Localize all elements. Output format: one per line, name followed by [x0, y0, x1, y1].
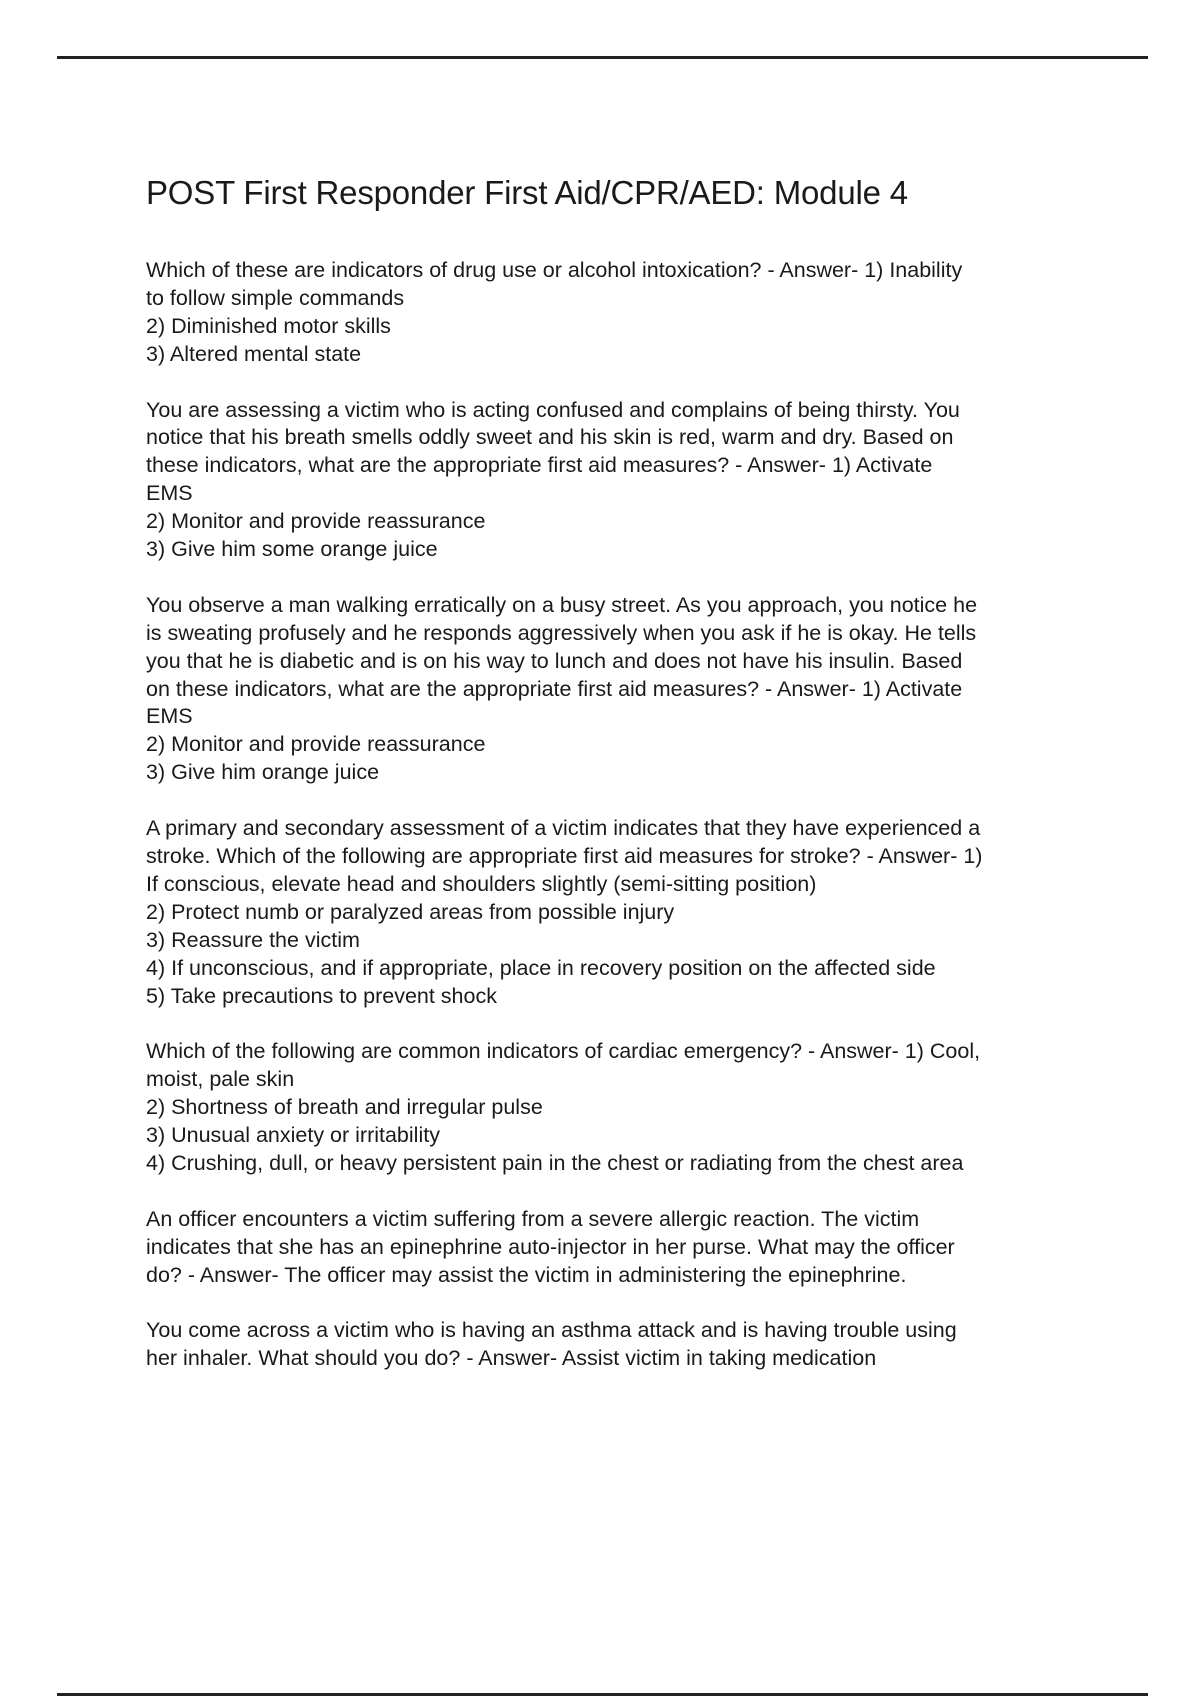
text-line: An officer encounters a victim suffering from a severe allergic reaction. The victim: [146, 1206, 920, 1231]
text-line: You are assessing a victim who is acting confused and complains of being thirsty. You: [146, 397, 960, 422]
text-line: 5) Take precautions to prevent shock: [146, 983, 497, 1008]
text-line: 4) Crushing, dull, or heavy persistent pain in the chest or radiating from the chest area: [146, 1150, 964, 1175]
text-line: 2) Shortness of breath and irregular pulse: [146, 1095, 543, 1120]
text-line: 2) Monitor and provide reassurance: [146, 732, 486, 757]
document-body: [146, 257, 1106, 1401]
qa-paragraph: [146, 815, 1106, 1010]
text-line: on these indicators, what are the appropriate first aid measures? - Answer- 1) Activate: [146, 676, 963, 701]
text-line: If conscious, elevate head and shoulders slightly (semi-sitting position): [146, 871, 817, 896]
text-line: Which of these are indicators of drug use or alcohol intoxication? - Answer- 1) Inability: [146, 258, 963, 282]
qa-paragraph: [146, 1038, 1106, 1178]
text-line: 3) Reassure the victim: [146, 927, 360, 952]
text-line: 2) Monitor and provide reassurance: [146, 509, 486, 534]
text-line: 3) Altered mental state: [146, 341, 362, 366]
text-line: her inhaler. What should you do? - Answer- Assist victim in taking medication: [146, 1346, 877, 1371]
text-line: EMS: [146, 704, 193, 729]
text-line: indicates that she has an epinephrine auto-injector in her purse. What may the officer: [146, 1234, 955, 1259]
text-line: 3) Unusual anxiety or irritability: [146, 1123, 440, 1148]
text-line: do? - Answer- The officer may assist the victim in administering the epinephrine.: [146, 1262, 907, 1287]
text-line: moist, pale skin: [146, 1067, 295, 1092]
qa-paragraph: [146, 592, 1106, 787]
header-rule: [57, 56, 1148, 59]
text-line: you that he is diabetic and is on his way to lunch and does not have his insulin. Based: [146, 648, 963, 673]
qa-paragraph: [146, 397, 1106, 564]
text-line: Which of the following are common indicators of cardiac emergency? - Answer- 1) Cool,: [146, 1039, 981, 1064]
text-line: 2) Diminished motor skills: [146, 313, 391, 338]
footer-rule: [57, 1693, 1148, 1696]
qa-paragraph: [146, 1317, 1106, 1373]
text-line: stroke. Which of the following are appropriate first aid measures for stroke? - Answer- 1): [146, 843, 983, 868]
text-line: these indicators, what are the appropriate first aid measures? - Answer- 1) Activate: [146, 453, 933, 478]
text-line: 2) Protect numb or paralyzed areas from possible injury: [146, 899, 675, 924]
text-line: is sweating profusely and he responds aggressively when you ask if he is okay. He tells: [146, 620, 977, 645]
text-line: EMS: [146, 481, 193, 506]
text-line: notice that his breath smells oddly sweet and his skin is red, warm and dry. Based on: [146, 425, 954, 450]
text-line: You come across a victim who is having an asthma attack and is having trouble using: [146, 1318, 957, 1343]
text-line: 3) Give him some orange juice: [146, 537, 438, 562]
document-title: POST First Responder First Aid/CPR/AED: Module 4: [146, 174, 908, 211]
text-line: A primary and secondary assessment of a victim indicates that they have experienced a: [146, 816, 981, 841]
qa-paragraph: [146, 1206, 1106, 1290]
text-line: to follow simple commands: [146, 285, 405, 310]
qa-paragraph: [146, 257, 1106, 369]
text-line: 3) Give him orange juice: [146, 760, 380, 785]
text-line: You observe a man walking erratically on a busy street. As you approach, you notice he: [146, 592, 978, 617]
text-line: 4) If unconscious, and if appropriate, place in recovery position on the affected side: [146, 955, 936, 980]
